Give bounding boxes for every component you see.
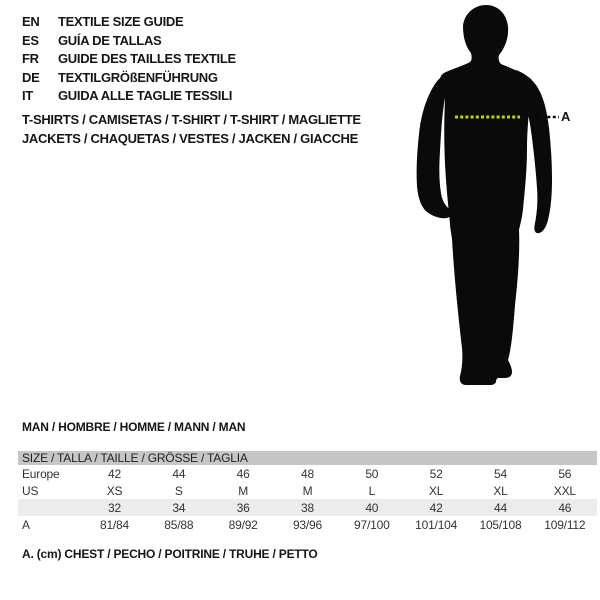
measure-footnote: A. (cm) CHEST / PECHO / POITRINE / TRUHE / PETTO bbox=[22, 547, 318, 561]
language-code: EN bbox=[22, 14, 40, 29]
table-row-chest-a bbox=[18, 516, 597, 533]
size-table-header: SIZE / TALLA / TAILLE / GRÖSSE / TAGLIA bbox=[18, 451, 597, 465]
language-row bbox=[22, 32, 236, 51]
language-label: GUÍA DE TALLAS bbox=[58, 32, 162, 48]
size-cell: 46 bbox=[236, 466, 250, 481]
size-cell: 36 bbox=[211, 499, 275, 516]
size-cell: 85/88 bbox=[164, 517, 194, 532]
garment-categories bbox=[22, 110, 361, 148]
language-code: DE bbox=[22, 69, 40, 85]
language-label: GUIDA ALLE TAGLIE TESSILI bbox=[58, 88, 233, 104]
size-table-wrap bbox=[18, 451, 597, 533]
language-code: IT bbox=[22, 88, 33, 104]
row-label: Europe bbox=[22, 466, 60, 481]
man-silhouette-figure bbox=[400, 2, 600, 390]
table-row-numeric bbox=[18, 499, 597, 516]
language-code: ES bbox=[22, 32, 39, 48]
language-label: TEXTILGRÖßENFÜHRUNG bbox=[58, 69, 218, 85]
size-cell: 109/112 bbox=[544, 517, 586, 532]
size-cell: XL bbox=[428, 483, 444, 498]
man-silhouette bbox=[400, 2, 600, 390]
measure-label-a: A bbox=[561, 109, 571, 124]
language-row bbox=[22, 69, 236, 88]
table-row-europe bbox=[18, 465, 597, 482]
silhouette-body bbox=[440, 5, 533, 385]
size-cell: 32 bbox=[82, 499, 146, 516]
size-cell: L bbox=[368, 483, 376, 498]
language-list bbox=[22, 13, 236, 106]
language-label: TEXTILE SIZE GUIDE bbox=[58, 14, 184, 29]
section-title-man: MAN / HOMBRE / HOMME / MANN / MAN bbox=[22, 420, 246, 434]
size-table bbox=[18, 451, 597, 533]
row-label: US bbox=[22, 483, 39, 498]
size-cell: XS bbox=[106, 483, 123, 498]
row-label bbox=[18, 499, 82, 516]
size-cell: 52 bbox=[429, 466, 443, 481]
size-cell: 34 bbox=[147, 499, 211, 516]
size-cell: 105/108 bbox=[479, 517, 522, 532]
size-cell: 42 bbox=[108, 466, 121, 481]
language-row bbox=[22, 13, 236, 32]
size-cell: 81/84 bbox=[99, 517, 129, 532]
size-cell: 42 bbox=[404, 499, 468, 516]
size-cell: S bbox=[174, 483, 183, 498]
size-cell: 54 bbox=[493, 466, 507, 481]
size-cell: 46 bbox=[533, 499, 597, 516]
category-line-jackets: JACKETS / CHAQUETAS / VESTES / JACKEN / GIACCHE bbox=[22, 131, 358, 146]
size-cell: XL bbox=[493, 483, 508, 498]
table-row-us bbox=[18, 482, 597, 499]
language-row bbox=[22, 50, 236, 69]
size-cell: 93/96 bbox=[292, 517, 322, 532]
size-cell: 44 bbox=[172, 466, 186, 481]
size-cell: 50 bbox=[365, 466, 379, 481]
size-cell: M bbox=[238, 483, 249, 498]
size-cell: XXL bbox=[553, 483, 576, 498]
size-cell: 56 bbox=[558, 466, 572, 481]
language-row bbox=[22, 87, 236, 106]
size-cell: 89/92 bbox=[228, 517, 258, 532]
language-code: FR bbox=[22, 51, 39, 67]
category-line-tshirts: T-SHIRTS / CAMISETAS / T-SHIRT / T-SHIRT / MAGLIETTE bbox=[22, 112, 361, 127]
language-label: GUIDE DES TAILLES TEXTILE bbox=[58, 51, 236, 67]
size-cell: 101/104 bbox=[415, 517, 458, 532]
size-cell: 44 bbox=[468, 499, 532, 516]
row-label: A bbox=[22, 517, 30, 532]
size-cell: 40 bbox=[340, 499, 404, 516]
size-cell: 48 bbox=[301, 466, 314, 481]
size-table-header-row bbox=[18, 451, 597, 465]
size-cell: M bbox=[302, 483, 313, 498]
size-cell: 97/100 bbox=[354, 517, 390, 532]
size-cell: 38 bbox=[275, 499, 339, 516]
